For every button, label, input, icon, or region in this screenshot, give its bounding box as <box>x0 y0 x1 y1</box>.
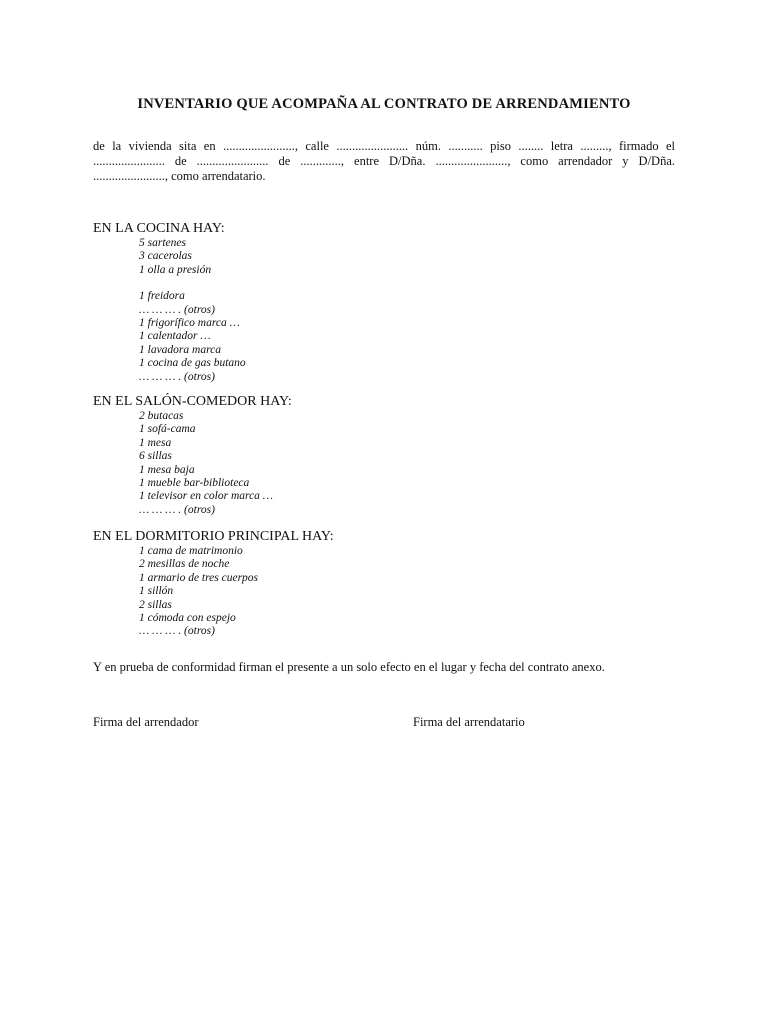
item-list <box>93 545 675 639</box>
list-item: 1 mueble bar-biblioteca <box>139 477 250 490</box>
list-item: 1 freidora <box>139 290 185 303</box>
list-item: 1 cómoda con espejo <box>139 612 236 625</box>
list-item: 1 sillón <box>139 585 174 598</box>
list-item: … … … . (otros) <box>139 303 215 316</box>
landlord-signature-label: Firma del arrendador <box>93 715 199 729</box>
section-master-bedroom <box>93 529 675 639</box>
list-item: 1 lavadora marca <box>139 343 221 356</box>
tenant-signature-label: Firma del arrendatario <box>413 715 525 729</box>
item-list <box>93 410 675 517</box>
section-heading: EN LA COCINA HAY: <box>93 221 225 236</box>
list-item: 1 olla a presión <box>139 263 212 276</box>
intro-paragraph: de la vivienda sita en ......................., calle ....................... núm. ........... piso ........ letra ........., firmado el ....................... de ....................... de ............., entre D/Dña. ......................., como arrendador y D/Dña. ......................., como arrendatario. <box>93 139 675 183</box>
list-item: 1 frigorífico marca … <box>139 317 240 330</box>
section-kitchen <box>93 221 675 384</box>
list-item: 2 butacas <box>139 410 184 422</box>
list-item: 1 televisor en color marca … <box>139 490 274 503</box>
item-list <box>93 237 675 384</box>
list-item: 1 mesa baja <box>139 463 195 476</box>
section-heading: EN EL SALÓN-COMEDOR HAY: <box>93 394 292 409</box>
closing-paragraph: Y en prueba de conformidad firman el presente a un solo efecto en el lugar y fecha del contrato anexo. <box>93 660 605 674</box>
list-item: 2 sillas <box>139 598 172 611</box>
list-item: 1 calentador … <box>139 330 211 343</box>
section-heading: EN EL DORMITORIO PRINCIPAL HAY: <box>93 529 334 544</box>
list-item: … … … . (otros) <box>139 503 215 516</box>
document-title: INVENTARIO QUE ACOMPAÑA AL CONTRATO DE ARRENDAMIENTO <box>137 96 631 112</box>
list-item: 6 sillas <box>139 450 172 463</box>
section-living-dining <box>93 394 675 517</box>
list-item: 5 sartenes <box>139 237 186 249</box>
list-item: … … … . (otros) <box>139 625 215 638</box>
list-item: 1 cama de matrimonio <box>139 545 243 557</box>
list-item: … … … . (otros) <box>139 370 215 383</box>
list-item: 2 mesillas de noche <box>139 558 230 571</box>
list-item: 1 mesa <box>139 436 172 449</box>
list-item: 1 armario de tres cuerpos <box>139 571 259 584</box>
list-item: 1 sofá-cama <box>139 423 196 436</box>
list-item: 3 cacerolas <box>139 250 192 263</box>
list-item: 1 cocina de gas butano <box>139 357 246 370</box>
